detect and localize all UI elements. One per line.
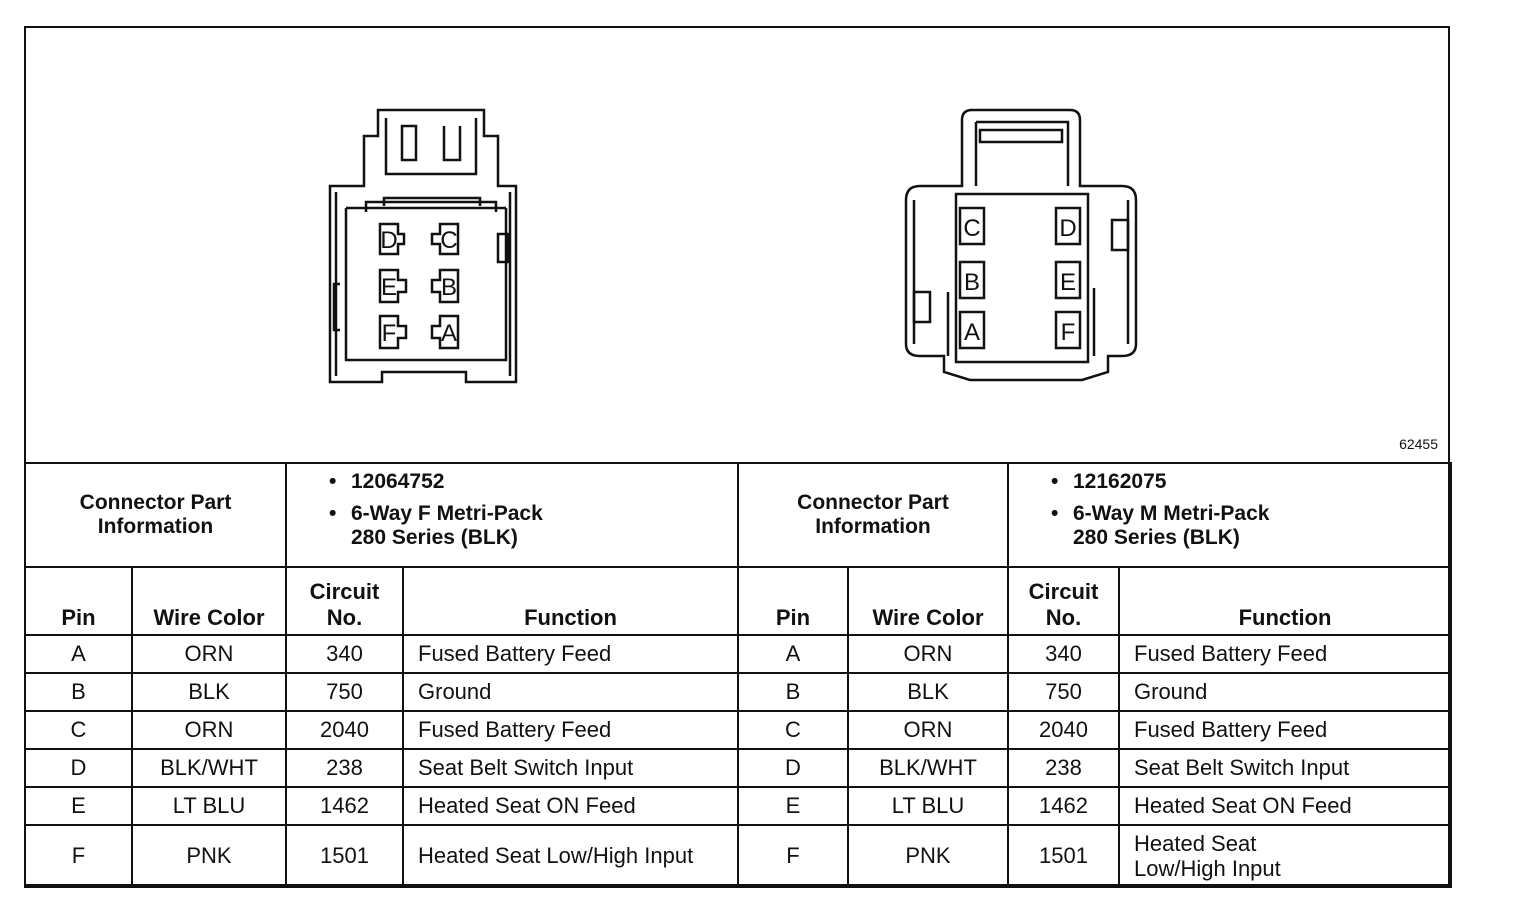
header-circuit: Circuit No. <box>286 567 403 635</box>
circuit-cell: 1501 <box>1008 825 1119 887</box>
right-connector-drawing <box>906 110 1136 380</box>
circuit-cell: 238 <box>286 749 403 787</box>
wire-color-cell: BLK/WHT <box>848 749 1008 787</box>
right-part-number: • 12162075 <box>1009 470 1450 494</box>
wire-color-cell: ORN <box>132 635 286 673</box>
pin-cell: B <box>25 673 132 711</box>
table-row <box>25 635 1451 673</box>
pin-cell: C <box>25 711 132 749</box>
right-cavity-C: C <box>963 215 981 242</box>
column-header-row <box>25 567 1451 635</box>
figure-number: 62455 <box>1399 436 1438 452</box>
function-cell: Heated Seat ON Feed <box>403 787 738 825</box>
circuit-cell: 750 <box>286 673 403 711</box>
left-part-number: • 12064752 <box>287 470 737 494</box>
pin-cell: A <box>25 635 132 673</box>
left-description-line2: 280 Series (BLK) <box>351 526 518 550</box>
wire-color-cell: LT BLU <box>848 787 1008 825</box>
table-row <box>25 673 1451 711</box>
circuit-cell: 2040 <box>286 711 403 749</box>
connector-figure <box>24 26 1450 462</box>
left-connector-drawing <box>330 110 516 382</box>
left-cavity-A: A <box>440 320 458 347</box>
function-cell: Fused Battery Feed <box>1119 711 1451 749</box>
pin-cell: D <box>738 749 848 787</box>
function-cell: Seat Belt Switch Input <box>1119 749 1451 787</box>
pin-cell: B <box>738 673 848 711</box>
wire-color-cell: PNK <box>132 825 286 887</box>
function-cell: Fused Battery Feed <box>403 711 738 749</box>
left-cavity-F: F <box>381 320 397 347</box>
right-cavity-E: E <box>1059 269 1077 296</box>
wire-color-cell: ORN <box>848 711 1008 749</box>
wire-color-cell: BLK <box>848 673 1008 711</box>
function-cell: Seat Belt Switch Input <box>403 749 738 787</box>
left-cavity-B: B <box>440 274 458 301</box>
left-cavity-D: D <box>380 227 398 254</box>
wire-color-cell: LT BLU <box>132 787 286 825</box>
right-cavity-A: A <box>963 319 981 346</box>
circuit-cell: 1501 <box>286 825 403 887</box>
function-cell: Heated Seat Low/High Input <box>403 825 738 887</box>
wire-color-cell: PNK <box>848 825 1008 887</box>
wire-color-cell: BLK/WHT <box>132 749 286 787</box>
table-row <box>25 787 1451 825</box>
right-cavity-F: F <box>1060 319 1076 346</box>
circuit-cell: 340 <box>286 635 403 673</box>
table-row <box>25 749 1451 787</box>
header-function: Function <box>403 567 738 635</box>
left-cavity-E: E <box>380 274 398 301</box>
table-row <box>25 825 1451 887</box>
pin-cell: D <box>25 749 132 787</box>
right-connector-part-info <box>1008 463 1451 567</box>
left-cavity-C: C <box>440 227 458 254</box>
function-cell: Heated Seat Low/High Input <box>1119 825 1451 887</box>
wire-color-cell: ORN <box>132 711 286 749</box>
function-cell: Heated Seat ON Feed <box>1119 787 1451 825</box>
pin-cell: C <box>738 711 848 749</box>
right-cavity-B: B <box>963 269 981 296</box>
circuit-cell: 1462 <box>286 787 403 825</box>
left-connector-part-info <box>286 463 738 567</box>
left-description-line1: • 6-Way F Metri-Pack <box>287 502 737 526</box>
right-connector-info-label: Connector Part Information <box>738 463 1008 567</box>
pin-cell: F <box>738 825 848 887</box>
function-cell: Ground <box>403 673 738 711</box>
wire-color-cell: BLK <box>132 673 286 711</box>
header-function: Function <box>1119 567 1451 635</box>
right-cavity-D: D <box>1059 215 1077 242</box>
connector-info-row <box>25 463 1451 567</box>
pin-cell: E <box>25 787 132 825</box>
header-wire-color: Wire Color <box>848 567 1008 635</box>
circuit-cell: 1462 <box>1008 787 1119 825</box>
circuit-cell: 340 <box>1008 635 1119 673</box>
circuit-cell: 750 <box>1008 673 1119 711</box>
wire-color-cell: ORN <box>848 635 1008 673</box>
circuit-cell: 2040 <box>1008 711 1119 749</box>
pin-cell: A <box>738 635 848 673</box>
left-connector-info-label: Connector Part Information <box>25 463 286 567</box>
pinout-table <box>24 462 1452 888</box>
function-cell: Fused Battery Feed <box>1119 635 1451 673</box>
header-circuit: Circuit No. <box>1008 567 1119 635</box>
pin-cell: F <box>25 825 132 887</box>
right-description-line2: 280 Series (BLK) <box>1073 526 1240 550</box>
header-pin: Pin <box>738 567 848 635</box>
header-wire-color: Wire Color <box>132 567 286 635</box>
right-description-line1: • 6-Way M Metri-Pack <box>1009 502 1450 526</box>
function-cell: Ground <box>1119 673 1451 711</box>
table-row <box>25 711 1451 749</box>
header-pin: Pin <box>25 567 132 635</box>
pin-cell: E <box>738 787 848 825</box>
circuit-cell: 238 <box>1008 749 1119 787</box>
function-cell: Fused Battery Feed <box>403 635 738 673</box>
